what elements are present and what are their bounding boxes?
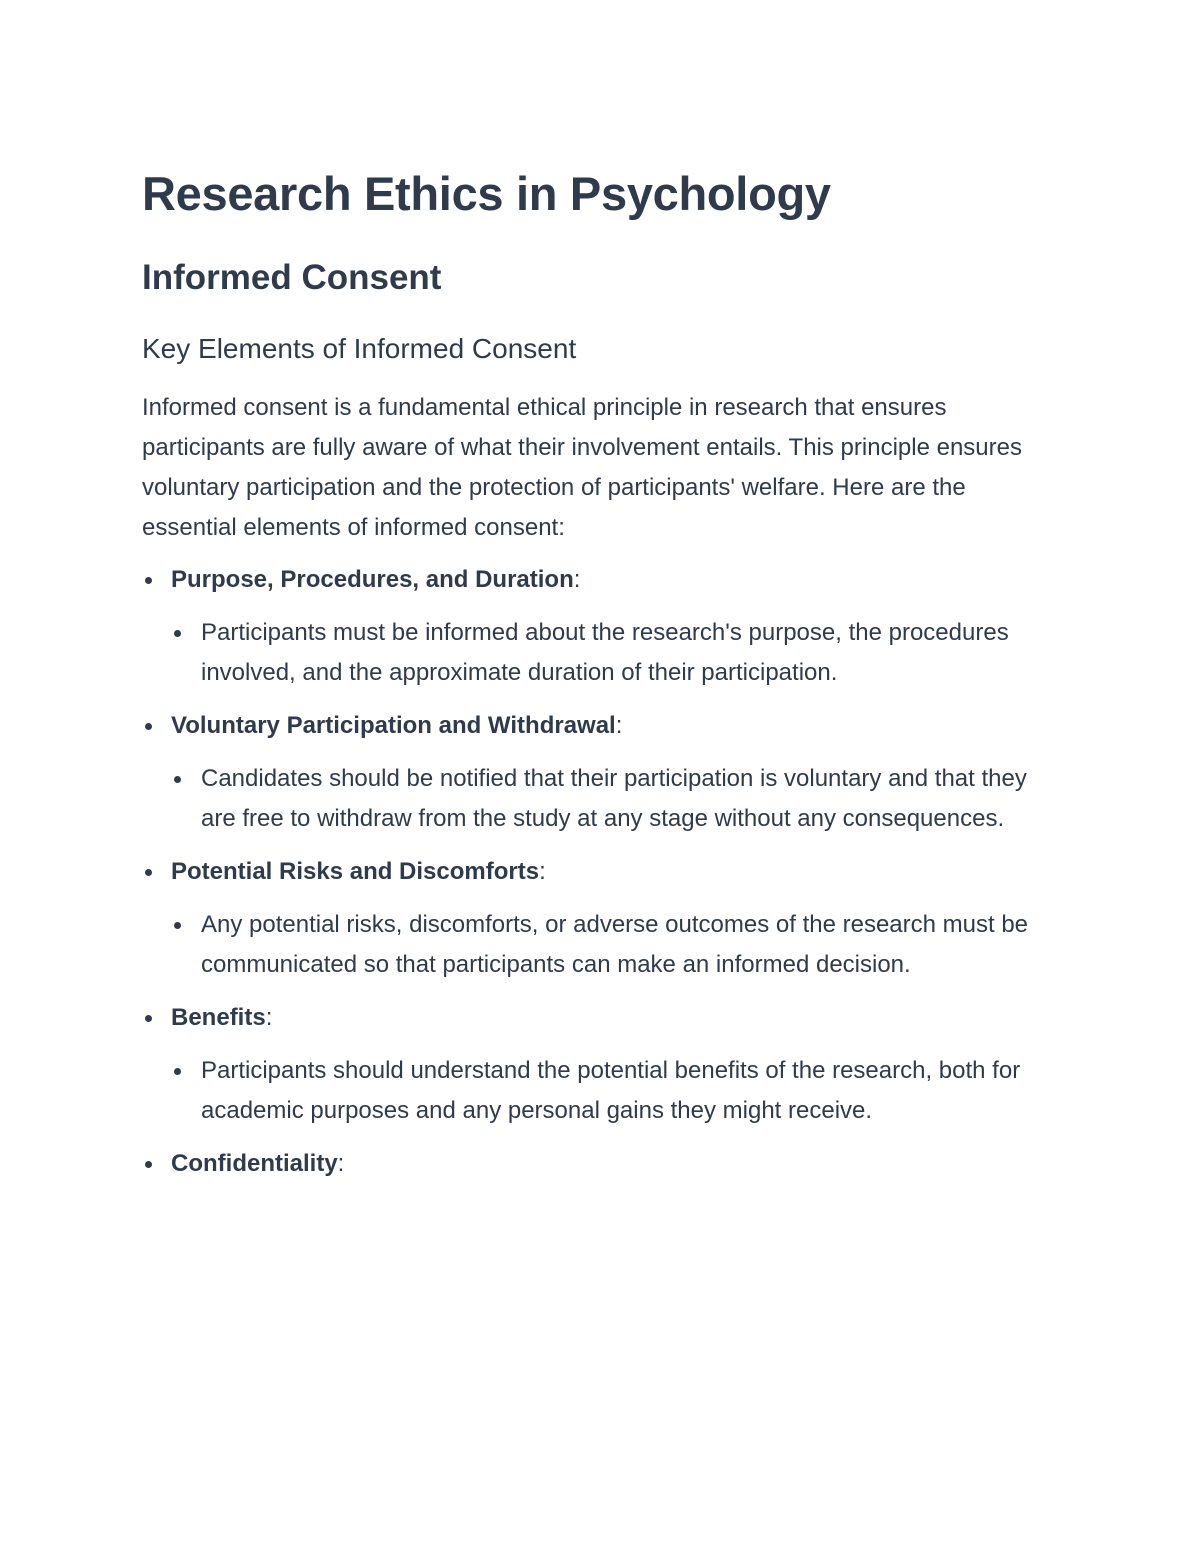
section-heading: Informed Consent [142,258,442,297]
list-item-heading: Potential Risks and Discomforts [171,858,540,885]
list-item-colon: : [615,712,623,739]
list-item-heading: Confidentiality [171,1150,338,1177]
list-item-colon: : [539,858,546,885]
list-item-heading: Voluntary Participation and Withdrawal [171,712,616,739]
list-item-heading: Purpose, Procedures, and Duration [171,566,574,593]
list-item-colon: : [265,1004,273,1031]
bullet-icon [145,723,152,730]
sub-list [171,759,1072,839]
page-title: Research Ethics in Psychology [142,167,831,220]
intro-paragraph: Informed consent is a fundamental ethical principle in research that ensures participants are fully aware of what their involvement entails. This principle ensures voluntary participation and the protection of participants' welfare. Here are the essential elements of informed consent: [142,394,1022,541]
sub-list [171,613,1072,693]
bullet-icon [145,869,152,876]
list-item-colon: : [337,1150,345,1177]
sub-list-item-text: Participants must be informed about the research's purpose, the procedures involved, and the approximate duration of their participation. [201,619,1009,686]
sub-list-item [171,759,1061,839]
list-item-colon: : [573,566,581,593]
list-item [142,1144,1072,1184]
sub-list-item [171,905,1061,985]
bullet-icon [174,630,181,637]
list-item [142,852,1072,985]
sub-list-item-text: Participants should understand the potential benefits of the research, both for academic purposes and any personal gains they might receive. [201,1057,1021,1124]
list-item-heading: Benefits [171,1004,266,1031]
sub-list-item [171,613,1061,693]
bullet-icon [174,922,181,929]
sub-list-item-text: Candidates should be notified that their participation is voluntary and that they are free to withdraw from the study at any stage without any consequences. [201,765,1027,832]
sub-list-item-text: Any potential risks, discomforts, or adverse outcomes of the research must be communicated so that participants can make an informed decision. [201,911,1029,978]
bullet-icon [145,1161,152,1168]
list-item [142,998,1072,1131]
bullet-icon [174,1068,181,1075]
subsection-heading: Key Elements of Informed Consent [142,333,577,364]
sub-list [171,905,1072,985]
list-item [142,706,1072,839]
sub-list-item [171,1051,1061,1131]
consent-elements-list [142,560,1072,1197]
list-item [142,560,1072,693]
bullet-icon [145,577,152,584]
bullet-icon [174,776,181,783]
bullet-icon [145,1015,152,1022]
sub-list [171,1051,1072,1131]
